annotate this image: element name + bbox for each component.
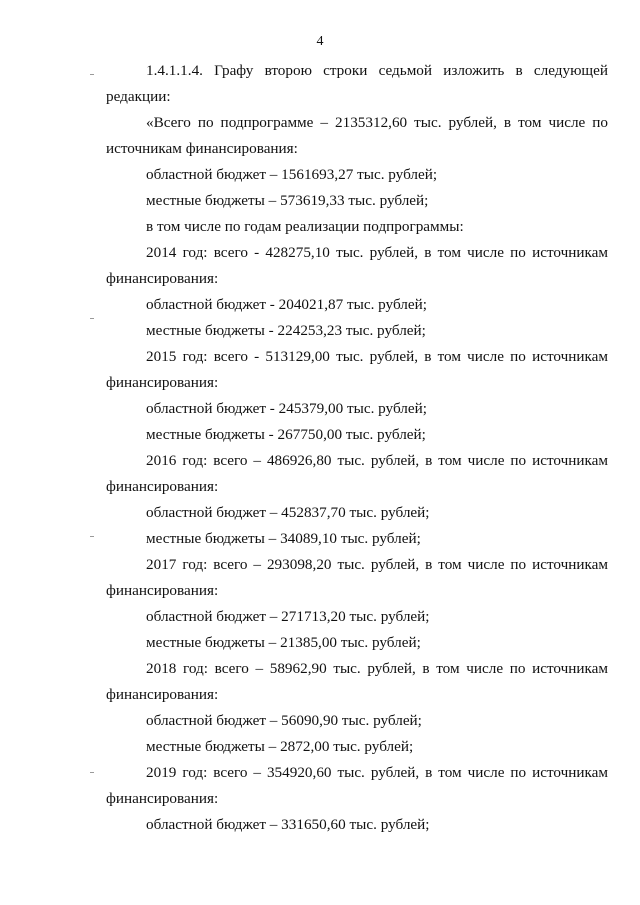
page-number: 4 — [316, 34, 324, 49]
text-line: в том числе по годам реализации подпрограммы: — [146, 218, 464, 235]
text-line: финансирования: — [106, 374, 219, 391]
text-line: 2015 год: всего - 513129,00 тыс. рублей, в том числе по источникам — [146, 348, 608, 365]
text-line: 2019 год: всего – 354920,60 тыс. рублей, в том числе по источникам — [146, 764, 608, 781]
text-line: финансирования: — [106, 686, 219, 703]
document-body — [106, 58, 608, 838]
text-line: местные бюджеты – 34089,10 тыс. рублей; — [146, 530, 421, 547]
scan-margin-mark — [90, 536, 94, 537]
text-line: местные бюджеты – 2872,00 тыс. рублей; — [146, 738, 414, 755]
text-line: местные бюджеты - 267750,00 тыс. рублей; — [146, 426, 426, 443]
text-line: 2017 год: всего – 293098,20 тыс. рублей, в том числе по источникам — [146, 556, 608, 573]
text-line: 2018 год: всего – 58962,90 тыс. рублей, в том числе по источникам — [146, 660, 608, 677]
text-line: редакции: — [106, 88, 171, 105]
text-line: финансирования: — [106, 478, 219, 495]
scan-margin-mark — [90, 318, 94, 319]
scan-margin-mark — [90, 772, 94, 773]
text-line: местные бюджеты – 573619,33 тыс. рублей; — [146, 192, 429, 209]
text-line: областной бюджет – 1561693,27 тыс. рублей; — [146, 166, 438, 183]
text-line: финансирования: — [106, 582, 219, 599]
scan-margin-mark — [90, 74, 94, 75]
text-line: местные бюджеты – 21385,00 тыс. рублей; — [146, 634, 421, 651]
text-line: финансирования: — [106, 270, 219, 287]
text-line: «Всего по подпрограмме – 2135312,60 тыс. рублей, в том числе по — [146, 114, 608, 131]
text-line: местные бюджеты - 224253,23 тыс. рублей; — [146, 322, 426, 339]
text-line: источникам финансирования: — [106, 140, 298, 157]
text-line: областной бюджет – 331650,60 тыс. рублей; — [146, 816, 430, 833]
text-line: областной бюджет - 204021,87 тыс. рублей; — [146, 296, 427, 313]
text-line: областной бюджет – 271713,20 тыс. рублей; — [146, 608, 430, 625]
text-line: областной бюджет - 245379,00 тыс. рублей; — [146, 400, 427, 417]
text-line: 2016 год: всего – 486926,80 тыс. рублей, в том числе по источникам — [146, 452, 608, 469]
text-line: 2014 год: всего - 428275,10 тыс. рублей, в том числе по источникам — [146, 244, 608, 261]
text-line: областной бюджет – 56090,90 тыс. рублей; — [146, 712, 422, 729]
text-line: областной бюджет – 452837,70 тыс. рублей; — [146, 504, 430, 521]
text-line: финансирования: — [106, 790, 219, 807]
text-line: 1.4.1.1.4. Графу второю строки седьмой изложить в следующей — [146, 62, 608, 79]
